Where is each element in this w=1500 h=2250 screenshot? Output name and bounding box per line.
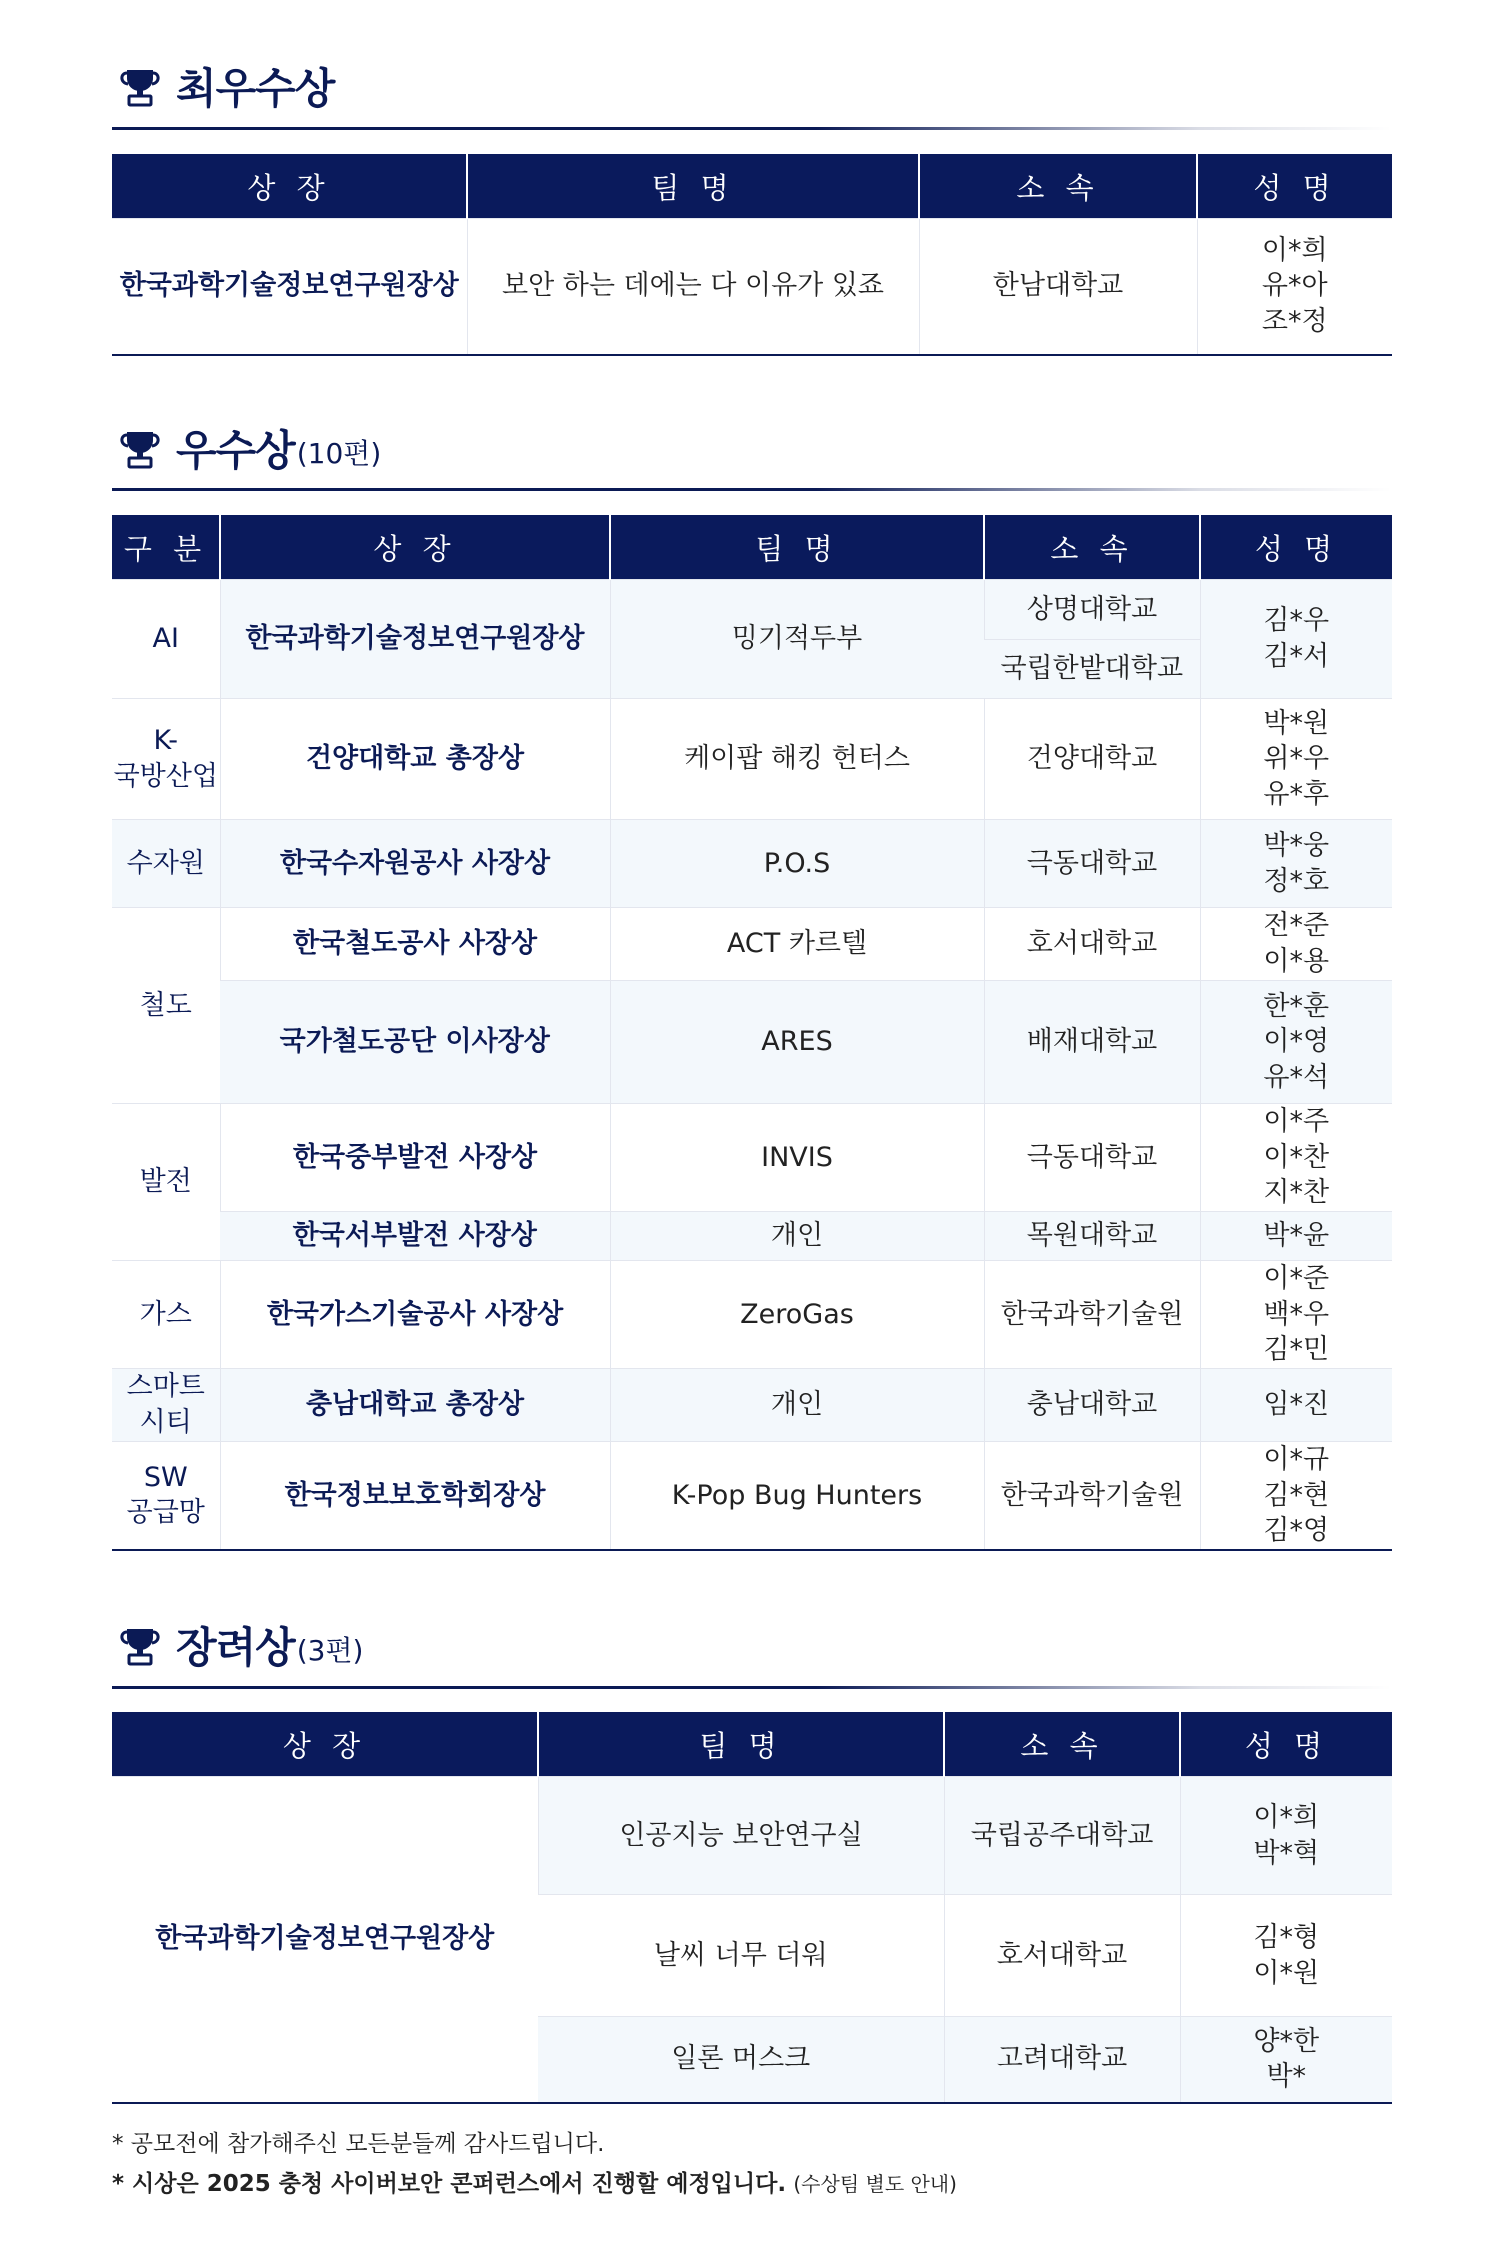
column-header: 팀 명: [467, 154, 919, 219]
table-row: [112, 1441, 1392, 1549]
award-cell: 국가철도공단 이사장상: [220, 981, 610, 1104]
footnote-ceremony: [112, 2165, 957, 2198]
member-name: 이*용: [1263, 946, 1330, 977]
team-cell: 인공지능 보안연구실: [538, 1777, 944, 1895]
column-header: 팀 명: [610, 515, 984, 580]
award-cell: 한국가스기술공사 사장상: [220, 1261, 610, 1369]
member-name: 이*찬: [1263, 1141, 1330, 1173]
team-cell: 보안 하는 데에는 다 이유가 있죠: [467, 219, 919, 355]
category-cell: 가스: [112, 1261, 220, 1369]
column-header: 성 명: [1180, 1712, 1392, 1777]
column-header: 상 장: [112, 154, 467, 219]
award-cell: 한국중부발전 사장상: [220, 1104, 610, 1212]
member-name: 박*원: [1263, 707, 1330, 739]
table-row: [112, 580, 1392, 640]
team-cell: 날씨 너무 더워: [538, 1895, 944, 2017]
names-cell: [1200, 1441, 1392, 1549]
award-cell: 건양대학교 총장상: [220, 699, 610, 820]
names-cell: [1200, 1261, 1392, 1369]
encouragement-table: [112, 1712, 1392, 2104]
team-cell: 일론 머스크: [538, 2017, 944, 2103]
member-name: 박*윤: [1263, 1220, 1330, 1252]
org-cell: 호서대학교: [984, 908, 1200, 981]
trophy-icon: [118, 64, 162, 108]
team-cell: 밍기적두부: [610, 580, 984, 699]
table-row: [112, 1261, 1392, 1369]
member-name: 이*영: [1263, 1026, 1330, 1058]
member-name: 김*현: [1263, 1479, 1330, 1511]
column-header: 소 속: [944, 1712, 1180, 1777]
table-row: [112, 1777, 1392, 1895]
member-name: 한*훈: [1263, 990, 1330, 1022]
member-name: 이*규: [1263, 1443, 1330, 1475]
member-name: 박*웅: [1263, 829, 1330, 861]
award-cell: 한국수자원공사 사장상: [220, 820, 610, 908]
org-cell: 국립공주대학교: [944, 1777, 1180, 1895]
category-cell: 수자원: [112, 820, 220, 908]
section-divider: [112, 488, 1392, 491]
member-name: 이*희: [1261, 234, 1328, 266]
org-cell: 충남대학교: [984, 1368, 1200, 1441]
member-name: 김*영: [1263, 1515, 1330, 1547]
org-cell: 한남대학교: [919, 219, 1197, 355]
team-cell: INVIS: [610, 1104, 984, 1212]
column-header: 성 명: [1197, 154, 1392, 219]
member-name: 이*준: [1263, 1263, 1330, 1294]
table-row: [112, 820, 1392, 908]
member-name: 이*희: [1253, 1801, 1320, 1833]
trophy-icon: [118, 426, 162, 470]
category-cell: 발전: [112, 1104, 220, 1261]
table-header-row: [112, 515, 1392, 580]
member-name: 김*형: [1253, 1921, 1320, 1953]
table-row: [112, 908, 1392, 981]
names-cell: [1200, 981, 1392, 1104]
names-cell: [1180, 1895, 1392, 2017]
table-row: [112, 699, 1392, 820]
category-cell: SW 공급망: [112, 1441, 220, 1549]
table-row: [112, 219, 1392, 355]
member-name: 박*: [1266, 2061, 1307, 2093]
section-count: (3편): [296, 1634, 364, 1667]
table-row: [112, 1212, 1392, 1261]
member-name: 이*주: [1263, 1106, 1330, 1138]
org-cell: 고려대학교: [944, 2017, 1180, 2103]
member-name: 유*석: [1263, 1061, 1330, 1093]
column-header: 성 명: [1200, 515, 1392, 580]
member-name: 김*민: [1263, 1334, 1330, 1366]
names-cell: [1200, 820, 1392, 908]
member-name: 이*원: [1253, 1957, 1320, 1989]
member-name: 임*진: [1263, 1389, 1330, 1421]
member-name: 김*서: [1263, 641, 1330, 672]
member-name: 조*정: [1261, 306, 1328, 338]
section-heading-encouragement: [118, 1615, 363, 1675]
award-cell: 한국과학기술정보연구원장상: [112, 219, 467, 355]
section-count: (10편): [296, 437, 382, 470]
team-cell: P.O.S: [610, 820, 984, 908]
category-cell: 철도: [112, 908, 220, 1104]
column-header: 상 장: [112, 1712, 538, 1777]
org-cell: 한국과학기술원: [984, 1261, 1200, 1369]
section-title: 최우수상: [176, 64, 335, 113]
member-name: 김*우: [1263, 605, 1330, 637]
award-cell: 한국서부발전 사장상: [220, 1212, 610, 1261]
names-cell: [1180, 1777, 1392, 1895]
member-name: 유*아: [1261, 270, 1328, 302]
footnote-ceremony-note: (수상팀 별도 안내): [793, 2172, 957, 2196]
column-header: 구 분: [112, 515, 220, 580]
member-name: 정*호: [1263, 865, 1330, 897]
section-divider: [112, 127, 1392, 130]
names-cell: [1200, 580, 1392, 699]
table-row: [112, 981, 1392, 1104]
table-header-row: [112, 1712, 1392, 1777]
member-name: 유*후: [1263, 778, 1330, 810]
table-row: [112, 1368, 1392, 1441]
org-cell: 상명대학교: [984, 580, 1200, 640]
team-cell: 개인: [610, 1368, 984, 1441]
category-cell: K- 국방산업: [112, 699, 220, 820]
footnote-thanks: * 공모전에 참가해주신 모든분들께 감사드립니다.: [112, 2131, 605, 2157]
names-cell: [1200, 1212, 1392, 1261]
org-cell: 극동대학교: [984, 1104, 1200, 1212]
table-header-row: [112, 154, 1392, 219]
team-cell: 케이팝 해킹 헌터스: [610, 699, 984, 820]
org-cell: 호서대학교: [944, 1895, 1180, 2017]
column-header: 팀 명: [538, 1712, 944, 1777]
award-cell: 한국정보보호학회장상: [220, 1441, 610, 1549]
names-cell: [1197, 219, 1392, 355]
award-cell: 한국과학기술정보연구원장상: [220, 580, 610, 699]
section-title: 장려상: [176, 1623, 295, 1672]
org-cell: 건양대학교: [984, 699, 1200, 820]
section-heading-excellence: [118, 418, 381, 478]
org-cell: 목원대학교: [984, 1212, 1200, 1261]
names-cell: [1200, 699, 1392, 820]
org-cell: 국립한밭대학교: [984, 640, 1200, 699]
member-name: 박*혁: [1253, 1837, 1320, 1869]
team-cell: ACT 카르텔: [610, 908, 984, 981]
member-name: 백*우: [1263, 1298, 1330, 1330]
names-cell: [1200, 908, 1392, 981]
member-name: 전*준: [1263, 910, 1330, 942]
team-cell: ZeroGas: [610, 1261, 984, 1369]
member-name: 지*찬: [1263, 1177, 1330, 1209]
section-heading-grand: [118, 56, 334, 116]
column-header: 소 속: [984, 515, 1200, 580]
names-cell: [1200, 1104, 1392, 1212]
award-cell: 한국철도공사 사장상: [220, 908, 610, 981]
category-cell: AI: [112, 580, 220, 699]
grand-prize-table: [112, 154, 1392, 356]
award-cell: 충남대학교 총장상: [220, 1368, 610, 1441]
award-cell: 한국과학기술정보연구원장상: [112, 1777, 538, 2103]
excellence-table: [112, 515, 1392, 1551]
table-row: [112, 1104, 1392, 1212]
trophy-icon: [118, 1623, 162, 1667]
org-cell: 배재대학교: [984, 981, 1200, 1104]
column-header: 소 속: [919, 154, 1197, 219]
team-cell: K-Pop Bug Hunters: [610, 1441, 984, 1549]
section-divider: [112, 1686, 1392, 1689]
section-title: 우수상: [176, 426, 295, 475]
org-cell: 극동대학교: [984, 820, 1200, 908]
team-cell: ARES: [610, 981, 984, 1104]
member-name: 위*우: [1263, 743, 1330, 775]
category-cell: 스마트 시티: [112, 1368, 220, 1441]
team-cell: 개인: [610, 1212, 984, 1261]
names-cell: [1180, 2017, 1392, 2103]
member-name: 양*한: [1253, 2025, 1320, 2057]
names-cell: [1200, 1368, 1392, 1441]
column-header: 상 장: [220, 515, 610, 580]
footnote-ceremony-main: * 시상은 2025 충청 사이버보안 콘퍼런스에서 진행할 예정입니다.: [112, 2171, 787, 2197]
org-cell: 한국과학기술원: [984, 1441, 1200, 1549]
